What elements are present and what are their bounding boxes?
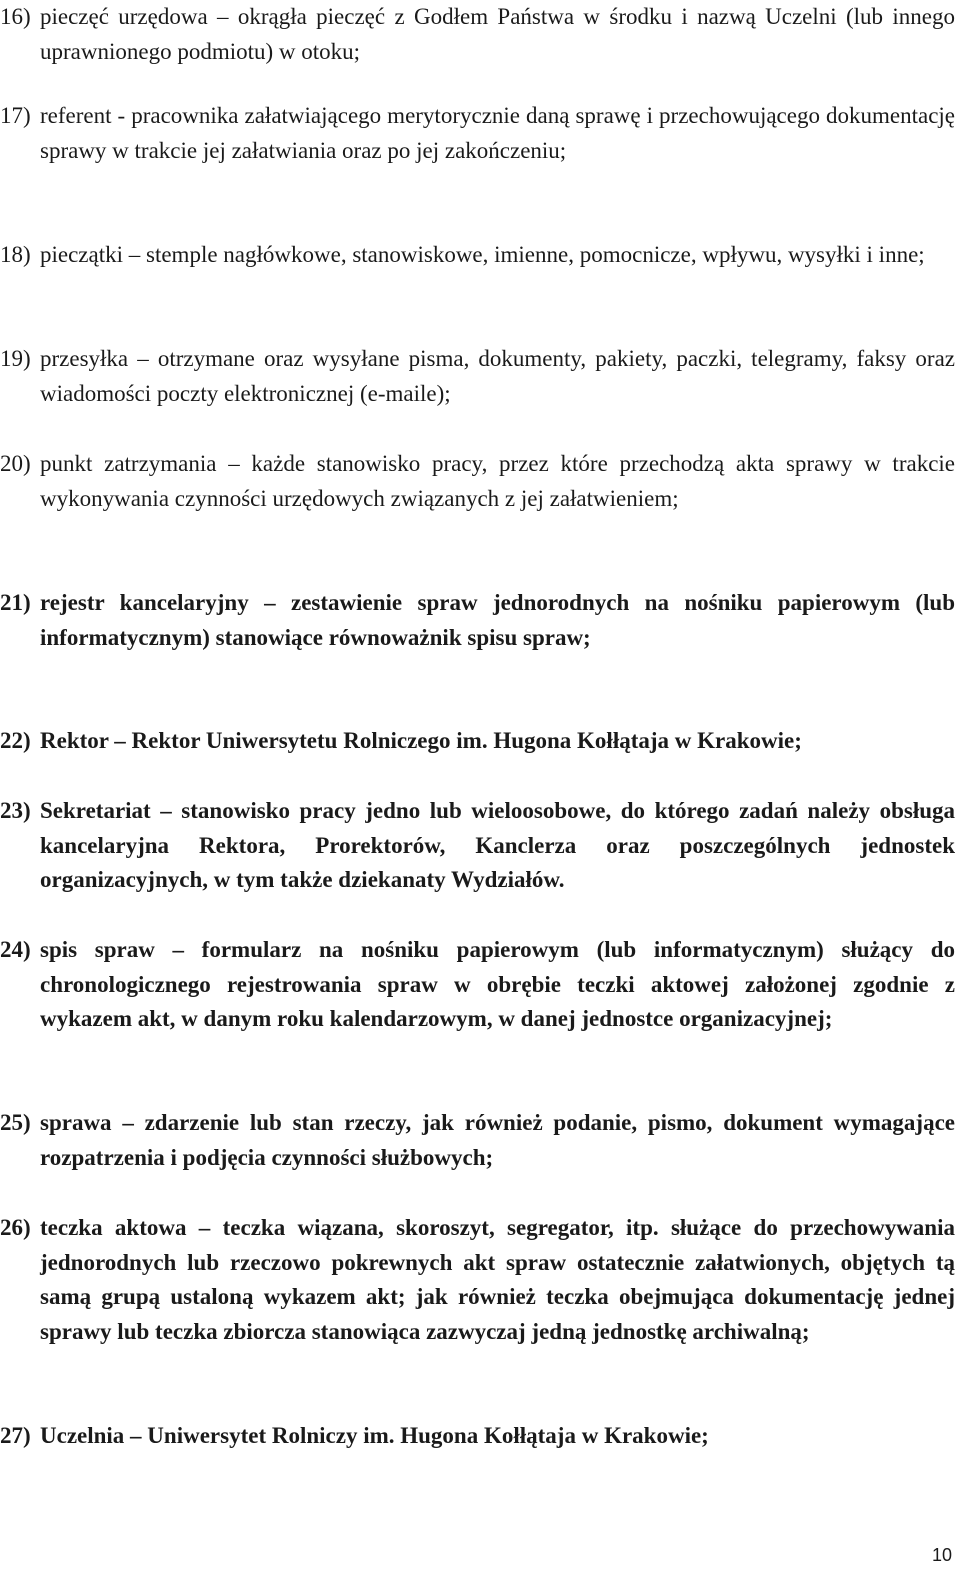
item-number: 20): [0, 451, 31, 476]
definition-item-19: [0, 342, 955, 411]
definition-item-18: [0, 238, 955, 273]
page-number: 10: [931, 1545, 952, 1565]
item-text: przesyłka – otrzymane oraz wysyłane pisma, dokumenty, pakiety, paczki, telegramy, faksy oraz wiadomości poczty elektronicznej (e-maile);: [40, 346, 955, 406]
item-text: punkt zatrzymania – każde stanowisko pracy, przez które przechodzą akta sprawy w trakcie wykonywania czynności urzędowych związanych z jej załatwieniem;: [40, 451, 955, 511]
definition-item-27: [0, 1419, 955, 1454]
item-text: Rektor – Rektor Uniwersytetu Rolniczego im. Hugona Kołłątaja w Krakowie;: [40, 728, 802, 753]
item-number: 23): [0, 798, 31, 823]
item-number: 22): [0, 728, 31, 753]
item-text: Uczelnia – Uniwersytet Rolniczy im. Hugona Kołłątaja w Krakowie;: [40, 1423, 709, 1448]
item-text: spis spraw – formularz na nośniku papierowym (lub informatycznym) służący do chronologicznego rejestrowania spraw w obrębie teczki aktowej założonej zgodnie z wykazem akt, w danym roku kalendarzowym, w danej jednostce organizacyjnej;: [40, 937, 955, 1032]
definition-item-21: [0, 586, 955, 655]
item-text: teczka aktowa – teczka wiązana, skoroszyt, segregator, itp. służące do przechowywania jednorodnych lub rzeczowo pokrewnych akt spraw ostatecznie załatwionych, objętych tą samą grupą ustaloną wykazem akt; jak również teczka obejmująca dokumentację jednej sprawy lub teczka zbiorcza stanowiąca zazwyczaj jedną jednostkę archiwalną;: [40, 1215, 955, 1345]
item-text: pieczęć urzędowa – okrągła pieczęć z Godłem Państwa w środku i nazwą Uczelni (lub innego uprawnionego podmiotu) w otoku;: [40, 4, 955, 64]
definition-item-22: [0, 724, 955, 759]
item-number: 27): [0, 1423, 31, 1448]
item-number: 18): [0, 242, 31, 267]
definition-item-26: [0, 1211, 955, 1350]
definition-item-17: [0, 99, 955, 168]
definition-item-23: [0, 794, 955, 898]
item-number: 19): [0, 346, 31, 371]
item-number: 24): [0, 937, 31, 962]
definition-item-16: [0, 0, 955, 69]
item-number: 26): [0, 1215, 31, 1240]
item-text: pieczątki – stemple nagłówkowe, stanowiskowe, imienne, pomocnicze, wpływu, wysyłki i inne;: [40, 242, 925, 267]
definition-item-20: [0, 447, 955, 516]
item-number: 25): [0, 1110, 31, 1135]
item-text: rejestr kancelaryjny – zestawienie spraw jednorodnych na nośniku papierowym (lub informatycznym) stanowiące równoważnik spisu spraw;: [40, 590, 955, 650]
item-number: 17): [0, 103, 31, 128]
item-text: Sekretariat – stanowisko pracy jedno lub wieloosobowe, do którego zadań należy obsługa kancelaryjna Rektora, Prorektorów, Kanclerza oraz poszczególnych jednostek organizacyjnych, w tym także dziekanaty Wydziałów.: [40, 798, 955, 893]
item-number: 21): [0, 590, 31, 615]
item-text: referent - pracownika załatwiającego merytorycznie daną sprawę i przechowującego dokumentację sprawy w trakcie jej załatwiania oraz po jej zakończeniu;: [40, 103, 955, 163]
definition-item-24: [0, 933, 955, 1037]
item-text: sprawa – zdarzenie lub stan rzeczy, jak również podanie, pismo, dokument wymagające rozpatrzenia i podjęcia czynności służbowych;: [40, 1110, 955, 1170]
item-number: 16): [0, 4, 31, 29]
definition-item-25: [0, 1106, 955, 1175]
